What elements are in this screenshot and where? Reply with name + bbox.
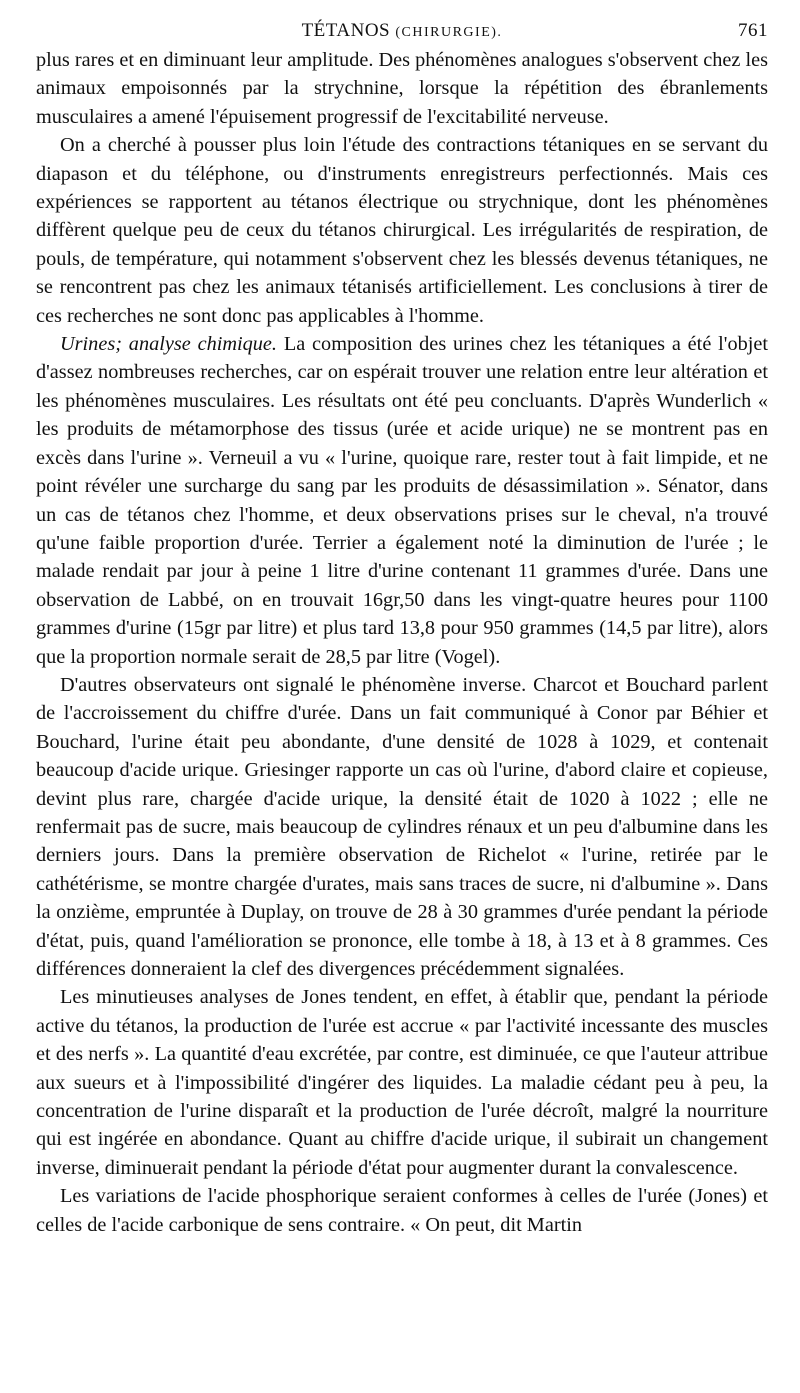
paragraph-4: [36, 671, 768, 983]
body-text: [36, 46, 768, 1239]
paragraph-3: [36, 330, 768, 671]
book-page: [36, 20, 768, 1380]
paragraph-6: [36, 1182, 768, 1239]
paragraph-5: [36, 983, 768, 1182]
paragraph-text: D'autres observateurs ont signalé le phénomène inverse. Charcot et Bouchard parlent de l'accroissement du chiffre d'urée. Dans un fait communiqué à Conor par Béhier et Bouchard, l'urine était peu abondante, d'une densité de 1028 à 1029, et contenait beaucoup d'acide urique. Griesinger rapporte un cas où l'urine, d'abord claire et copieuse, devint plus rare, chargée d'acide urique, la densité était de 1020 à 1022 ; elle ne renfermait pas de sucre, mais beaucoup de cylindres rénaux et un peu d'albumine dans les derniers jours. Dans la première observation de Richelot « l'urine, retirée par le cathétérisme, se montre chargée d'urates, mais sans traces de sucre, ni d'albumine ». Dans la onzième, empruntée à Duplay, on trouve de 28 à 30 grammes d'urée pendant la période d'état, puis, quand l'amélioration se prononce, elle tombe à 18, à 13 et à 8 grammes. Ces différences donneraient la clef des divergences précédemment signalées.: [36, 673, 768, 980]
header-title-main: TÉTANOS: [301, 20, 391, 41]
paragraph-text: Les variations de l'acide phosphorique seraient conformes à celles de l'urée (Jones) et celles de l'acide carbonique de sens contraire. « On peut, dit Martin: [36, 1185, 768, 1236]
page-number: 761: [738, 20, 768, 41]
paragraph-1: [36, 46, 768, 131]
header-title-subtitle: (CHIRURGIE).: [395, 25, 503, 40]
paragraph-text: On a cherché à pousser plus loin l'étude des contractions tétaniques en se servant du diapason et du téléphone, ou d'instruments enregistreurs perfectionnés. Mais ces expériences se rapportent au tétanos électrique ou strychnique, dont les phénomènes diffèrent quelque peu de ceux du tétanos chirurgical. Les irrégularités de respiration, de pouls, de température, qui notamment s'observent chez les blessés devenus tétaniques, ne se rencontrent pas chez les animaux tétanisés artificiellement. Les conclusions à tirer de ces recherches ne sont donc pas applicables à l'homme.: [36, 134, 768, 327]
section-heading-urines: Urines; analyse chimique.: [60, 333, 277, 356]
paragraph-text: plus rares et en diminuant leur amplitude. Des phénomènes analogues s'observent chez les animaux empoisonnés par la strychnine, lorsque la répétition des ébranlements musculaires a amené l'épuisement progressif de l'excitabilité nerveuse.: [36, 49, 768, 128]
running-header: [36, 20, 768, 46]
paragraph-text: Les minutieuses analyses de Jones tendent, en effet, à établir que, pendant la période active du tétanos, la production de l'urée est accrue « par l'activité incessante des muscles et des nerfs ». La quantité d'eau excrétée, par contre, est diminuée, ce que l'auteur attribue aux sueurs et à l'impossibilité d'ingérer des liquides. La maladie cédant peu à peu, la concentration de l'urine disparaît et la production de l'urée décroît, malgré la nourriture qui est ingérée en abondance. Quant au chiffre d'acide urique, il subirait un changement inverse, diminuerait pendant la période d'état pour augmenter durant la convalescence.: [36, 986, 768, 1179]
paragraph-2: [36, 131, 768, 330]
paragraph-text: La composition des urines chez les tétaniques a été l'objet d'assez nombreuses recherches, car on espérait trouver une relation entre leur altération et les phénomènes musculaires. Les résultats ont été peu concluants. D'après Wunderlich « les produits de métamorphose des tissus (urée et acide urique) ne se montrent pas en excès dans l'urine ». Verneuil a vu « l'urine, quoique rare, rester tout à fait limpide, et ne point révéler une surcharge du sang par les produits de désassimilation ». Sénator, dans un cas de tétanos chez l'homme, et deux observations prises sur le cheval, n'a trouvé qu'une faible proportion d'urée. Terrier a également noté la diminution de l'urée ; le malade rendait par jour à peine 1 litre d'urine contenant 11 grammes d'urée. Dans une observation de Labbé, on en trouvait 16gr,50 dans les vingt-quatre heures pour 1100 grammes d'urine (15gr par litre) et plus tard 13,8 pour 950 grammes (14,5 par litre), alors que la proportion normale serait de 28,5 par litre (Vogel).: [36, 333, 768, 668]
header-title: [36, 20, 768, 42]
